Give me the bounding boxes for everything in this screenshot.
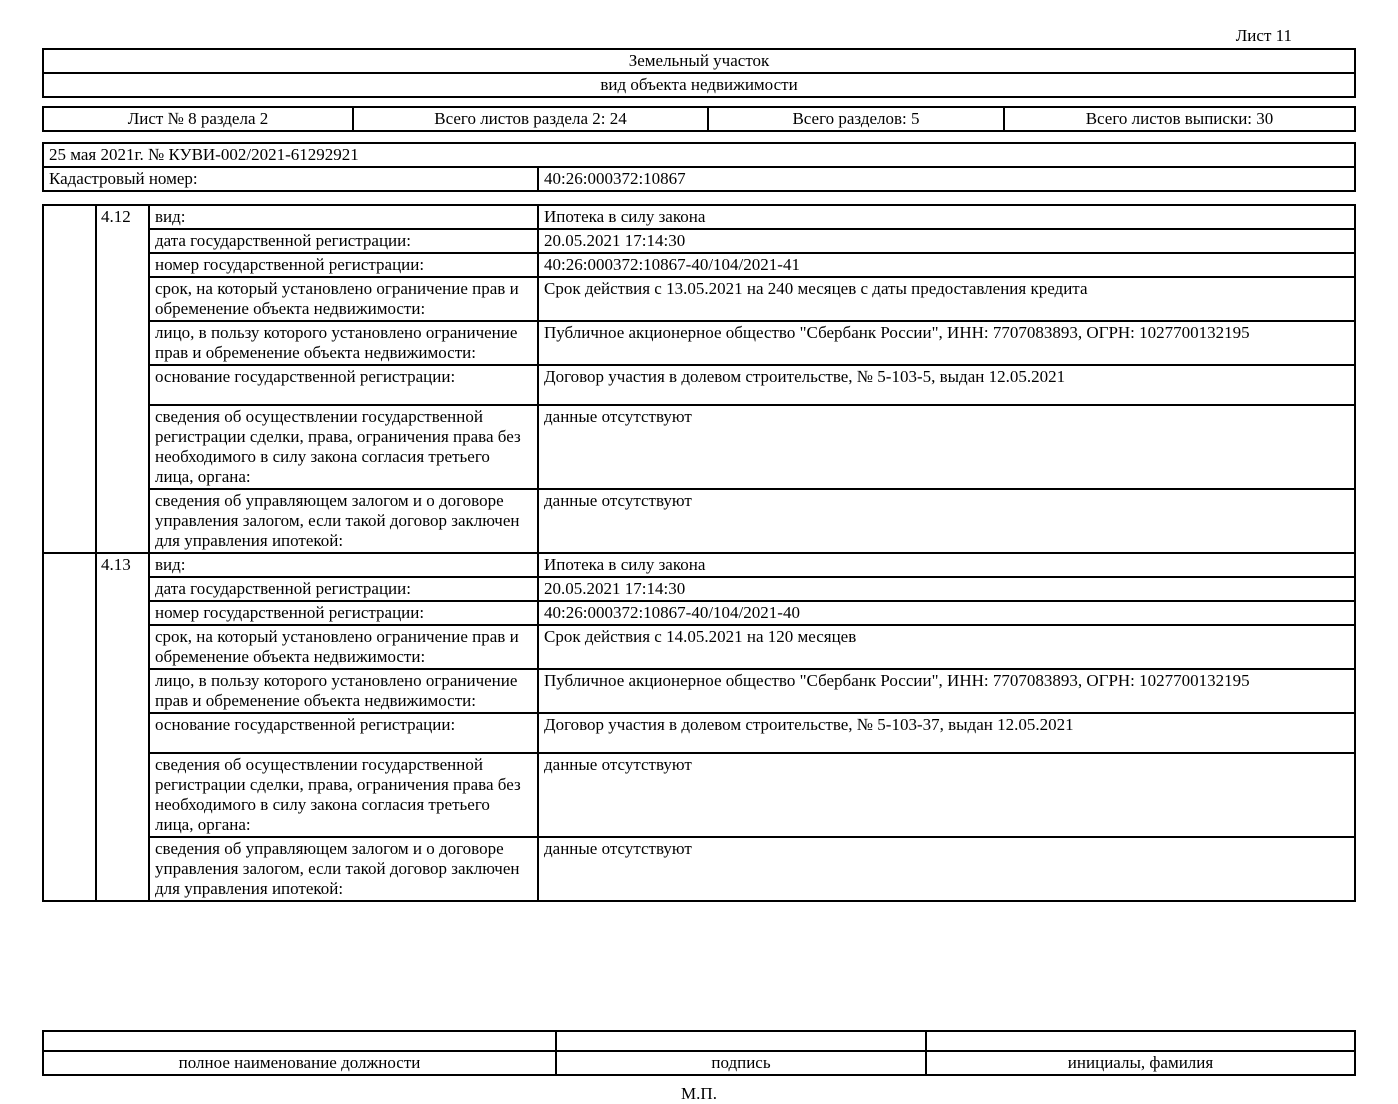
row-label: срок, на который установлено ограничение прав и обременение объекта недвижимости: xyxy=(149,625,538,669)
row-label: дата государственной регистрации: xyxy=(149,229,538,253)
row-label: сведения об осуществлении государственной регистрации сделки, права, ограничения права без необходимого в силу закона согласия третьего лица, органа: xyxy=(149,405,538,489)
row-label: номер государственной регистрации: xyxy=(149,601,538,625)
row-value: 40:26:000372:10867-40/104/2021-41 xyxy=(538,253,1355,277)
sheet-info-table xyxy=(42,106,1356,132)
signature-column-header: подпись xyxy=(556,1051,926,1075)
row-label: лицо, в пользу которого установлено ограничение прав и обременение объекта недвижимости: xyxy=(149,321,538,365)
section-number: 4.13 xyxy=(96,553,149,901)
row-label: срок, на который установлено ограничение прав и обременение объекта недвижимости: xyxy=(149,277,538,321)
row-label: сведения об управляющем залогом и о договоре управления залогом, если такой договор заключен для управления ипотекой: xyxy=(149,489,538,553)
row-value: Публичное акционерное общество "Сбербанк России", ИНН: 7707083893, ОГРН: 1027700132195 xyxy=(538,321,1355,365)
row-value: Срок действия с 13.05.2021 на 240 месяцев с даты предоставления кредита xyxy=(538,277,1355,321)
row-value: 20.05.2021 17:14:30 xyxy=(538,577,1355,601)
row-value: данные отсутствуют xyxy=(538,405,1355,489)
row-label: вид: xyxy=(149,553,538,577)
row-value: Срок действия с 14.05.2021 на 120 месяцев xyxy=(538,625,1355,669)
total-sections: Всего разделов: 5 xyxy=(708,107,1004,131)
row-value: Публичное акционерное общество "Сбербанк России", ИНН: 7707083893, ОГРН: 1027700132195 xyxy=(538,669,1355,713)
position-column-header: полное наименование должности xyxy=(43,1051,556,1075)
row-label: вид: xyxy=(149,205,538,229)
row-value: Договор участия в долевом строительстве, № 5-103-5, выдан 12.05.2021 xyxy=(538,365,1355,405)
row-value: данные отсутствуют xyxy=(538,753,1355,837)
cadastral-number-label: Кадастровый номер: xyxy=(43,167,538,191)
object-type-table xyxy=(42,48,1356,98)
stamp-place-label: М.П. xyxy=(681,1084,717,1103)
object-type-title: Земельный участок xyxy=(43,49,1355,73)
sheet-number-label: Лист 11 xyxy=(1235,26,1292,45)
left-spacer-cell xyxy=(43,553,96,901)
row-value: данные отсутствуют xyxy=(538,489,1355,553)
meta-table xyxy=(42,142,1356,192)
row-value: Договор участия в долевом строительстве, № 5-103-37, выдан 12.05.2021 xyxy=(538,713,1355,753)
signature-table xyxy=(42,1030,1356,1076)
row-value: 40:26:000372:10867-40/104/2021-40 xyxy=(538,601,1355,625)
total-section-sheets: Всего листов раздела 2: 24 xyxy=(353,107,708,131)
signature-value-cell xyxy=(556,1031,926,1051)
row-label: основание государственной регистрации: xyxy=(149,713,538,753)
row-label: дата государственной регистрации: xyxy=(149,577,538,601)
row-label: номер государственной регистрации: xyxy=(149,253,538,277)
row-label: сведения об управляющем залогом и о договоре управления залогом, если такой договор заключен для управления ипотекой: xyxy=(149,837,538,901)
row-value: Ипотека в силу закона xyxy=(538,205,1355,229)
row-value: 20.05.2021 17:14:30 xyxy=(538,229,1355,253)
initials-value-cell xyxy=(926,1031,1355,1051)
position-value-cell xyxy=(43,1031,556,1051)
total-extract-sheets: Всего листов выписки: 30 xyxy=(1004,107,1355,131)
row-label: сведения об осуществлении государственной регистрации сделки, права, ограничения права без необходимого в силу закона согласия третьего лица, органа: xyxy=(149,753,538,837)
initials-column-header: инициалы, фамилия xyxy=(926,1051,1355,1075)
object-type-caption: вид объекта недвижимости xyxy=(43,73,1355,97)
extract-date-number: 25 мая 2021г. № КУВИ-002/2021-61292921 xyxy=(43,143,1355,167)
row-value: данные отсутствуют xyxy=(538,837,1355,901)
row-label: основание государственной регистрации: xyxy=(149,365,538,405)
restrictions-table xyxy=(42,204,1356,902)
left-spacer-cell xyxy=(43,205,96,553)
sheet-section-info: Лист № 8 раздела 2 xyxy=(43,107,353,131)
section-number: 4.12 xyxy=(96,205,149,553)
cadastral-number-value: 40:26:000372:10867 xyxy=(538,167,1355,191)
row-label: лицо, в пользу которого установлено ограничение прав и обременение объекта недвижимости: xyxy=(149,669,538,713)
row-value: Ипотека в силу закона xyxy=(538,553,1355,577)
